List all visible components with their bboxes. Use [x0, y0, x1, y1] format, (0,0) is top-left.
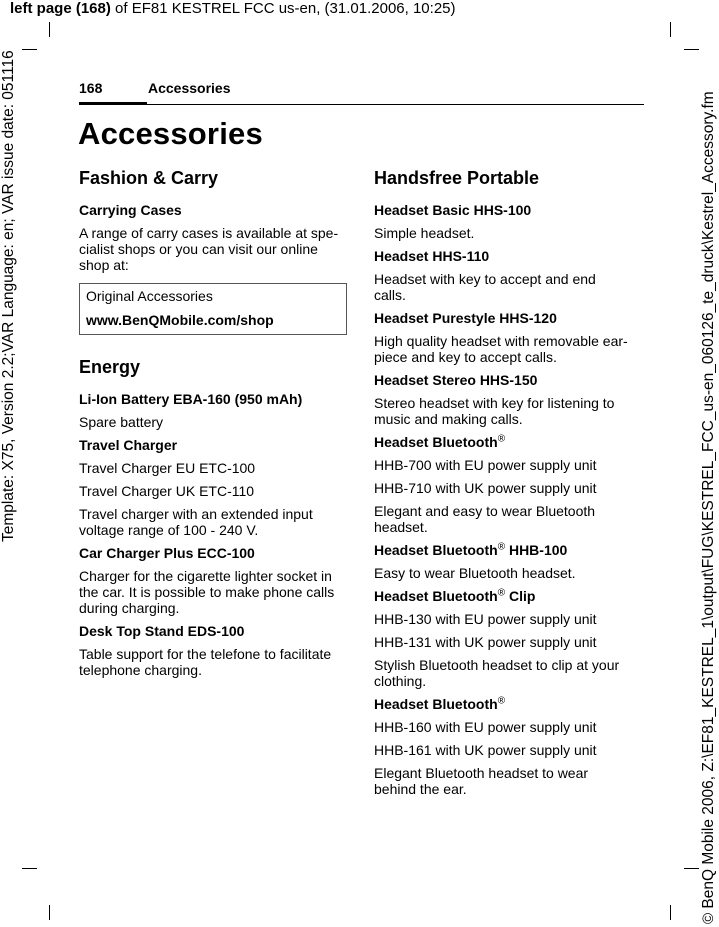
item-text: HHB-160 with EU power supply unit	[374, 719, 597, 735]
box-label: Original Accessories	[86, 288, 213, 304]
item-text: Charger for the cigarette lighter socket in the car. It is possible to make phone calls during charging.	[79, 568, 335, 616]
page-number: 168	[79, 80, 103, 96]
item-heading: Li-Ion Battery EBA-160 (950 mAh)	[79, 391, 303, 407]
item-text: HHB-700 with EU power supply unit	[374, 457, 597, 473]
heading-text: Headset Bluetooth	[374, 542, 498, 558]
section-title-energy: Energy	[79, 357, 141, 377]
registered-mark: ®	[497, 433, 506, 445]
item-text: Travel Charger EU ETC-100	[79, 460, 256, 476]
left-column	[79, 168, 347, 685]
item-text: Headset with key to accept and end calls.	[374, 271, 596, 303]
right-column	[374, 168, 630, 804]
shop-url: www.BenQMobile.com/shop	[86, 312, 274, 328]
item-text: Travel Charger UK ETC-110	[79, 483, 255, 499]
item-heading	[374, 542, 630, 558]
crop-mark	[49, 905, 50, 920]
item-text: HHB-131 with UK power supply unit	[374, 634, 597, 650]
crop-mark	[684, 868, 699, 869]
header-rule-thick	[79, 102, 147, 105]
item-heading: Headset Basic HHS-100	[374, 202, 532, 218]
crop-mark	[684, 49, 699, 50]
item-text: Spare battery	[79, 414, 164, 430]
shop-info-box	[79, 283, 347, 335]
copyright-info	[700, 91, 718, 924]
print-info-page: left page (168)	[10, 0, 111, 17]
item-heading: Desk Top Stand EDS-100	[79, 623, 245, 639]
item-heading: Carrying Cases	[79, 202, 182, 218]
crop-mark	[49, 22, 50, 37]
registered-mark: ®	[497, 695, 506, 707]
item-heading: Headset Stereo HHS-150	[374, 372, 538, 388]
crop-mark	[22, 868, 37, 869]
item-text: Elegant and easy to wear Bluetooth headset.	[374, 503, 596, 535]
item-heading: Travel Charger	[79, 437, 178, 453]
running-header-title: Accessories	[148, 80, 231, 96]
copyright-text: BenQ Mobile 2006, Z:\EF81_KESTREL_1\output\FUG\KESTREL_FCC_us-en_060126_te_druck\Kestrel_Accessory.fm	[700, 91, 717, 909]
registered-mark: ®	[497, 541, 506, 553]
item-text: Simple headset.	[374, 225, 475, 241]
header-rule	[147, 104, 644, 105]
heading-text: Headset Bluetooth	[374, 696, 498, 712]
template-info: Template: X75, Version 2.2;VAR Language: en; VAR issue date: 051116	[0, 50, 17, 542]
page-title: Accessories	[78, 116, 263, 151]
section-title-fashion: Fashion & Carry	[79, 168, 219, 188]
section-title-handsfree: Handsfree Portable	[374, 168, 540, 188]
item-text: Table support for the telefone to facilitate telephone charging.	[79, 646, 332, 678]
item-text: HHB-710 with UK power supply unit	[374, 480, 597, 496]
heading-model: Clip	[505, 588, 536, 604]
heading-model: HHB-100	[505, 542, 568, 558]
item-heading: Headset Purestyle HHS-120	[374, 310, 557, 326]
item-text: Stylish Bluetooth headset to clip at your clothing.	[374, 657, 620, 689]
item-text: HHB-130 with EU power supply unit	[374, 611, 597, 627]
item-heading: Car Charger Plus ECC-100	[79, 545, 255, 561]
item-text: High quality headset with removable ear-piece and key to accept calls.	[374, 333, 628, 365]
item-heading: Headset HHS-110	[374, 248, 490, 264]
item-text: Travel charger with an extended input voltage range of 100 - 240 V.	[79, 506, 313, 538]
item-heading	[374, 588, 630, 604]
copyright-symbol: ©	[700, 912, 717, 924]
item-text: HHB-161 with UK power supply unit	[374, 742, 597, 758]
item-heading	[374, 434, 630, 450]
item-heading	[374, 696, 630, 712]
registered-mark: ®	[497, 587, 506, 599]
item-text: Easy to wear Bluetooth headset.	[374, 565, 576, 581]
item-text: Elegant Bluetooth headset to wear behind the ear.	[374, 765, 589, 797]
print-info-details: of EF81 KESTREL FCC us-en, (31.01.2006, 10:25)	[110, 0, 456, 17]
heading-text: Headset Bluetooth	[374, 588, 498, 604]
item-text: A range of carry cases is available at spe-cialist shops or you can visit our online shop at:	[79, 225, 339, 273]
crop-mark	[22, 49, 37, 50]
crop-mark	[670, 905, 671, 920]
print-info-line	[10, 0, 456, 17]
heading-text: Headset Bluetooth	[374, 434, 498, 450]
crop-mark	[670, 22, 671, 37]
item-text: Stereo headset with key for listening to music and making calls.	[374, 395, 615, 427]
